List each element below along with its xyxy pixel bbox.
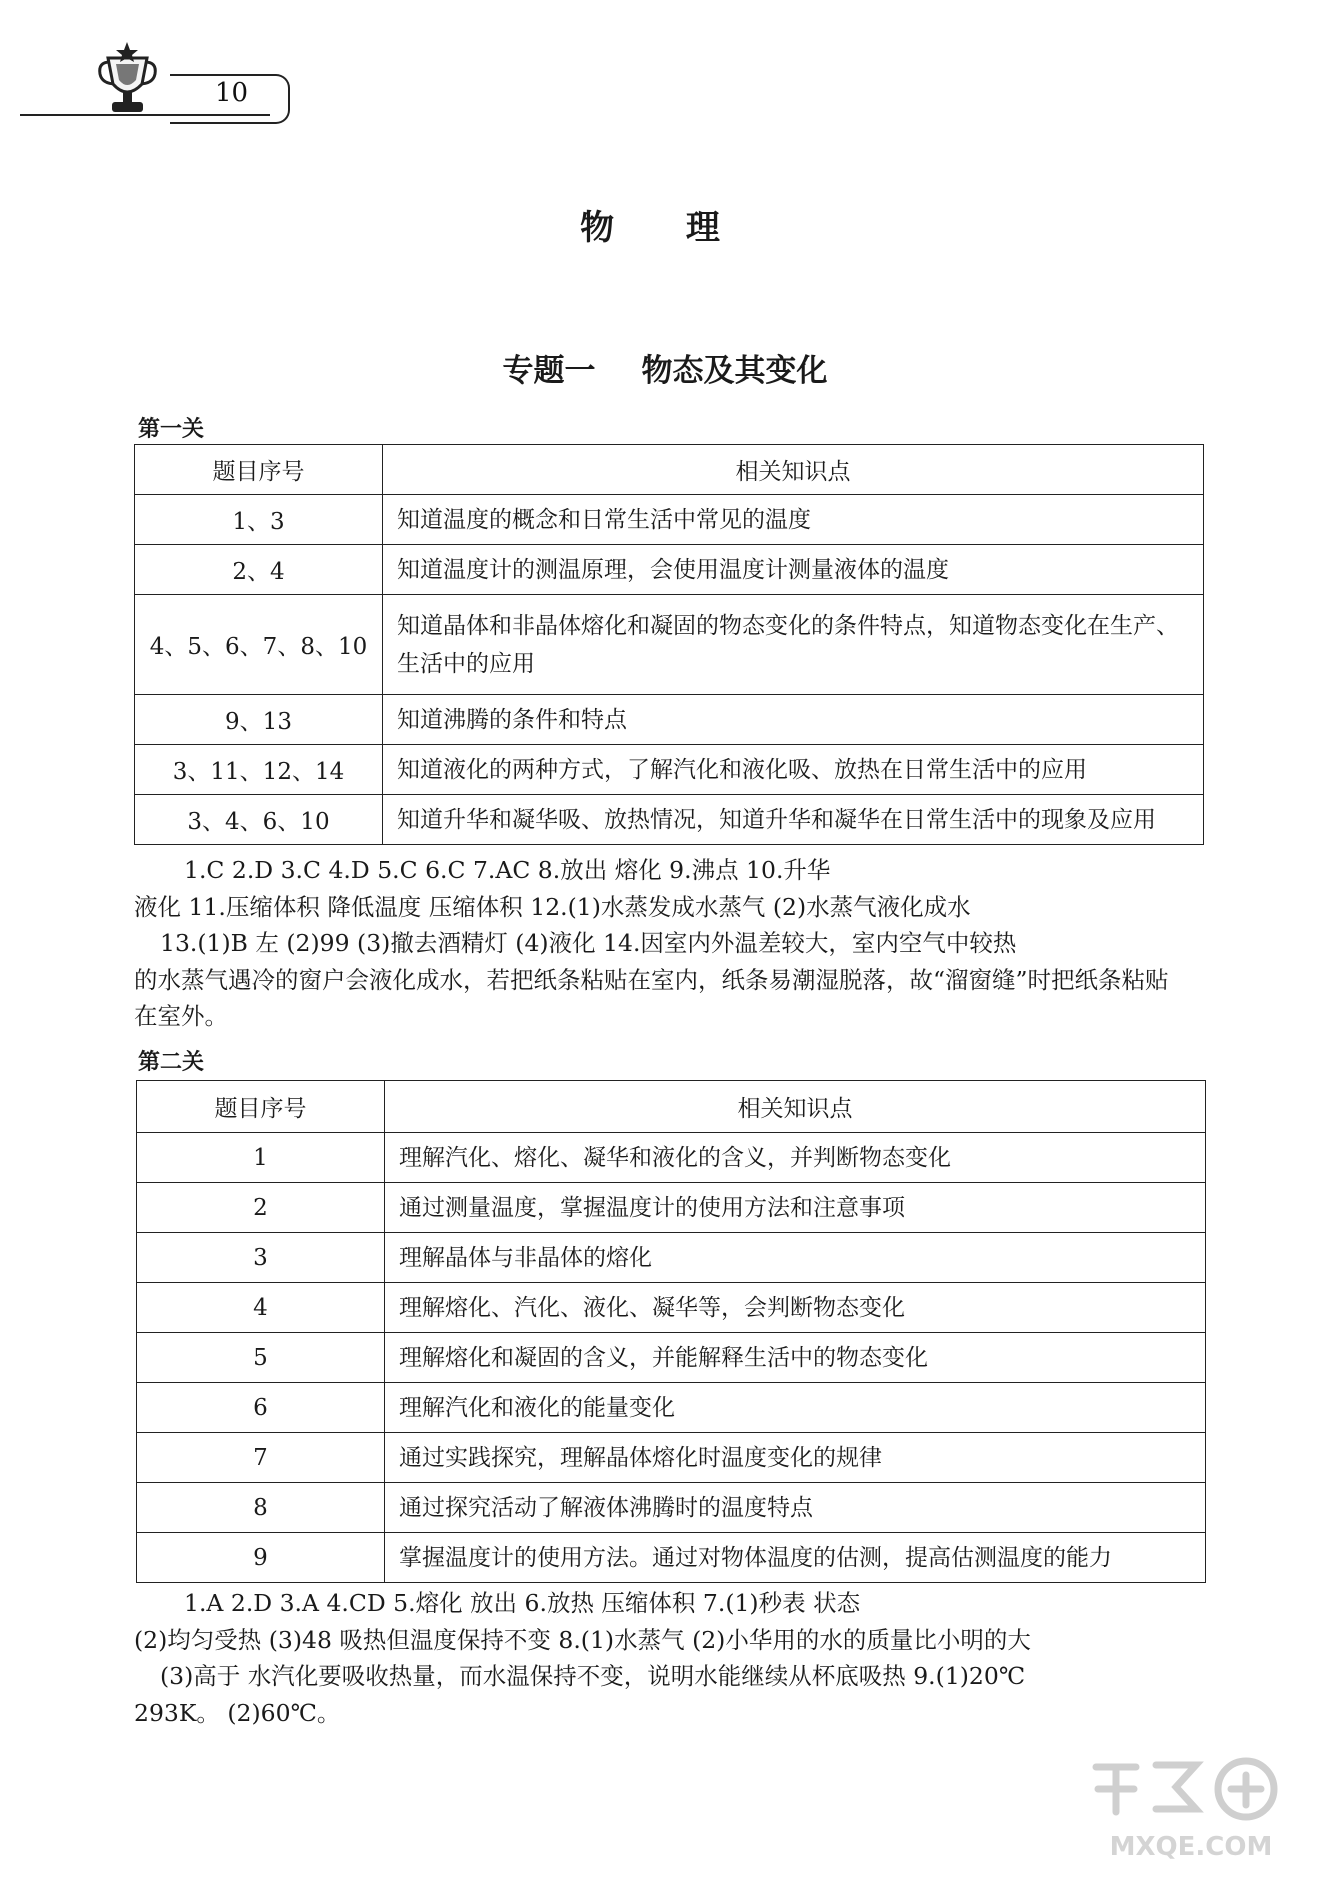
question-ids: 9、13 (135, 695, 383, 745)
answer-line: 293K。 (2)60℃。 (134, 1698, 341, 1727)
level-2-table (136, 1080, 1206, 1583)
knowledge-point: 知道沸腾的条件和特点 (383, 695, 1204, 745)
answer-line: 液化 11.压缩体积 降低温度 压缩体积 12.(1)水蒸发成水蒸气 (2)水蒸气液化成水 (134, 892, 971, 921)
question-ids: 1 (137, 1133, 385, 1183)
table-row (137, 1433, 1206, 1483)
knowledge-point: 知道升华和凝华吸、放热情况，知道升华和凝华在日常生活中的现象及应用 (383, 795, 1204, 845)
table-row (135, 595, 1204, 695)
page-title: 物 理 (580, 208, 750, 248)
question-ids: 8 (137, 1483, 385, 1533)
question-ids: 6 (137, 1383, 385, 1433)
table-row (137, 1183, 1206, 1233)
knowledge-point: 知道晶体和非晶体熔化和凝固的物态变化的条件特点，知道物态变化在生产、生活中的应用 (383, 595, 1204, 695)
trophy-icon (90, 40, 165, 120)
table-row (137, 1283, 1206, 1333)
knowledge-point: 理解熔化和凝固的含义，并能解释生活中的物态变化 (385, 1333, 1206, 1383)
knowledge-point: 通过探究活动了解液体沸腾时的温度特点 (385, 1483, 1206, 1533)
topic-number: 专题一 (502, 353, 596, 389)
watermark-logo (1076, 1747, 1306, 1867)
answer-line: 在室外。 (134, 1002, 228, 1030)
knowledge-point: 通过测量温度，掌握温度计的使用方法和注意事项 (385, 1183, 1206, 1233)
page-number: 10 (215, 78, 249, 108)
knowledge-point: 知道温度计的测温原理，会使用温度计测量液体的温度 (383, 545, 1204, 595)
topic-name: 物态及其变化 (641, 353, 828, 389)
answer-line: (2)均匀受热 (3)48 吸热但温度保持不变 8.(1)水蒸气 (2)小华用的水的质量比小明的大 (134, 1625, 1031, 1654)
question-ids: 5 (137, 1333, 385, 1383)
question-ids: 3 (137, 1233, 385, 1283)
table-row (137, 1533, 1206, 1583)
answer-line: 1.A 2.D 3.A 4.CD 5.熔化 放出 6.放热 压缩体积 7.(1)秒表 状态 (184, 1589, 861, 1617)
knowledge-point: 知道液化的两种方式，了解汽化和液化吸、放热在日常生活中的应用 (383, 745, 1204, 795)
table-row (137, 1383, 1206, 1433)
table-row (135, 795, 1204, 845)
level-2-label: 第二关 (138, 1050, 205, 1075)
answer-line: 13.(1)B 左 (2)99 (3)撤去酒精灯 (4)液化 14.因室内外温差较大，室内空气中较热 (160, 929, 1017, 957)
table-row (137, 1233, 1206, 1283)
answer-line: 的水蒸气遇冷的窗户会液化成水，若把纸条粘贴在室内，纸条易潮湿脱落，故“溜窗缝”时把纸条粘贴 (134, 965, 1169, 994)
knowledge-point: 理解晶体与非晶体的熔化 (385, 1233, 1206, 1283)
answer-line: 1.C 2.D 3.C 4.D 5.C 6.C 7.AC 8.放出 熔化 9.沸点 10.升华 (184, 856, 831, 884)
question-ids: 9 (137, 1533, 385, 1583)
question-ids: 3、4、6、10 (135, 795, 383, 845)
knowledge-point: 理解汽化和液化的能量变化 (385, 1383, 1206, 1433)
column-header-id: 题目序号 (135, 445, 383, 495)
column-header-topic: 相关知识点 (383, 445, 1204, 495)
question-ids: 7 (137, 1433, 385, 1483)
question-ids: 4、5、6、7、8、10 (135, 595, 383, 695)
table-row (137, 1483, 1206, 1533)
level-2-answers (134, 1585, 1204, 1731)
question-ids: 3、11、12、14 (135, 745, 383, 795)
table-row (137, 1133, 1206, 1183)
table-header-row (137, 1081, 1206, 1133)
knowledge-point: 掌握温度计的使用方法。通过对物体温度的估测，提高估测温度的能力 (385, 1533, 1206, 1583)
topic-heading (0, 345, 1330, 390)
table-row (135, 495, 1204, 545)
watermark-text: MXQE.COM (1109, 1832, 1273, 1862)
question-ids: 2 (137, 1183, 385, 1233)
level-1-table (134, 444, 1204, 845)
table-header-row (135, 445, 1204, 495)
knowledge-point: 通过实践探究，理解晶体熔化时温度变化的规律 (385, 1433, 1206, 1483)
question-ids: 2、4 (135, 545, 383, 595)
table-row (135, 695, 1204, 745)
knowledge-point: 知道温度的概念和日常生活中常见的温度 (383, 495, 1204, 545)
question-ids: 1、3 (135, 495, 383, 545)
column-header-id: 题目序号 (137, 1081, 385, 1133)
level-1-answers (134, 852, 1204, 1035)
level-1-label: 第一关 (138, 417, 205, 442)
knowledge-point: 理解汽化、熔化、凝华和液化的含义，并判断物态变化 (385, 1133, 1206, 1183)
table-row (135, 545, 1204, 595)
column-header-topic: 相关知识点 (385, 1081, 1206, 1133)
table-row (135, 745, 1204, 795)
page-header (20, 40, 280, 120)
answer-line: (3)高于 水汽化要吸收热量，而水温保持不变，说明水能继续从杯底吸热 9.(1)20℃ (160, 1662, 1026, 1690)
table-row (137, 1333, 1206, 1383)
knowledge-point: 理解熔化、汽化、液化、凝华等，会判断物态变化 (385, 1283, 1206, 1333)
question-ids: 4 (137, 1283, 385, 1333)
